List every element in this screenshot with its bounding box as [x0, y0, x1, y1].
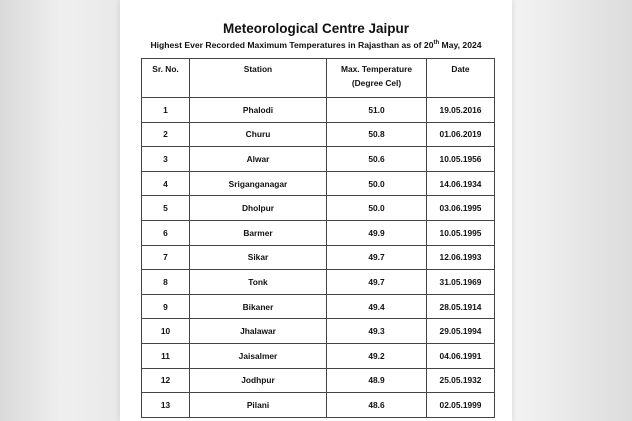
table-row: [142, 171, 495, 196]
table-row: [142, 319, 495, 344]
cell-max-temperature: 50.0: [327, 171, 427, 196]
table-row: [142, 122, 495, 147]
cell-station: Phalodi: [190, 98, 327, 123]
cell-max-temperature: 49.9: [327, 220, 427, 245]
cell-max-temperature: 50.8: [327, 122, 427, 147]
cell-max-temperature: 49.3: [327, 319, 427, 344]
cell-date: 04.06.1991: [427, 343, 495, 368]
cell-date: 01.06.2019: [427, 122, 495, 147]
cell-max-temperature: 49.4: [327, 294, 427, 319]
header-max-temperature-line2: (Degree Cel): [351, 78, 402, 88]
cell-max-temperature: 49.2: [327, 343, 427, 368]
subtitle-superscript: th: [433, 40, 440, 47]
cell-station: Bikaner: [190, 294, 327, 319]
document-subtitle: [120, 40, 512, 50]
table-row: [142, 270, 495, 295]
cell-station: Jhalawar: [190, 319, 327, 344]
table-row: [142, 393, 495, 418]
cell-station: Pilani: [190, 393, 327, 418]
cell-max-temperature: 49.7: [327, 270, 427, 295]
header-station: Station: [190, 59, 327, 98]
cell-sr-no: 13: [142, 393, 190, 418]
cell-sr-no: 6: [142, 220, 190, 245]
cell-date: 03.06.1995: [427, 196, 495, 221]
cell-date: 29.05.1994: [427, 319, 495, 344]
cell-date: 19.05.2016: [427, 98, 495, 123]
table-row: [142, 98, 495, 123]
cell-sr-no: 12: [142, 368, 190, 393]
cell-sr-no: 3: [142, 147, 190, 172]
temperature-table: [141, 58, 495, 418]
table-row: [142, 147, 495, 172]
cell-date: 02.05.1999: [427, 393, 495, 418]
cell-station: Barmer: [190, 220, 327, 245]
table-row: [142, 220, 495, 245]
cell-sr-no: 1: [142, 98, 190, 123]
document-page: [120, 0, 512, 421]
cell-sr-no: 8: [142, 270, 190, 295]
cell-sr-no: 11: [142, 343, 190, 368]
cell-sr-no: 10: [142, 319, 190, 344]
cell-station: Churu: [190, 122, 327, 147]
table-row: [142, 294, 495, 319]
cell-sr-no: 7: [142, 245, 190, 270]
table-row: [142, 368, 495, 393]
table-header-row: [142, 59, 495, 98]
header-date: Date: [427, 59, 495, 98]
cell-max-temperature: 51.0: [327, 98, 427, 123]
cell-station: Jaisalmer: [190, 343, 327, 368]
cell-date: 10.05.1995: [427, 220, 495, 245]
subtitle-suffix: May, 2024: [439, 40, 482, 50]
table-row: [142, 196, 495, 221]
cell-station: Sriganganagar: [190, 171, 327, 196]
cell-sr-no: 5: [142, 196, 190, 221]
cell-max-temperature: 48.6: [327, 393, 427, 418]
header-max-temperature-line1: Max. Temperature: [340, 64, 413, 74]
cell-station: Sikar: [190, 245, 327, 270]
cell-max-temperature: 50.0: [327, 196, 427, 221]
cell-date: 31.05.1969: [427, 270, 495, 295]
cell-station: Alwar: [190, 147, 327, 172]
cell-station: Dholpur: [190, 196, 327, 221]
cell-station: Jodhpur: [190, 368, 327, 393]
header-sr-no: Sr. No.: [142, 59, 190, 98]
cell-max-temperature: 49.7: [327, 245, 427, 270]
cell-sr-no: 9: [142, 294, 190, 319]
header-max-temperature: [327, 59, 427, 98]
cell-max-temperature: 48.9: [327, 368, 427, 393]
cell-sr-no: 2: [142, 122, 190, 147]
cell-station: Tonk: [190, 270, 327, 295]
table-row: [142, 343, 495, 368]
subtitle-prefix: Highest Ever Recorded Maximum Temperatures in Rajasthan as of 20: [150, 40, 434, 50]
document-title: Meteorological Centre Jaipur: [222, 21, 410, 36]
cell-max-temperature: 50.6: [327, 147, 427, 172]
cell-date: 12.06.1993: [427, 245, 495, 270]
cell-date: 25.05.1932: [427, 368, 495, 393]
table-row: [142, 245, 495, 270]
cell-date: 28.05.1914: [427, 294, 495, 319]
cell-date: 10.05.1956: [427, 147, 495, 172]
cell-sr-no: 4: [142, 171, 190, 196]
cell-date: 14.06.1934: [427, 171, 495, 196]
